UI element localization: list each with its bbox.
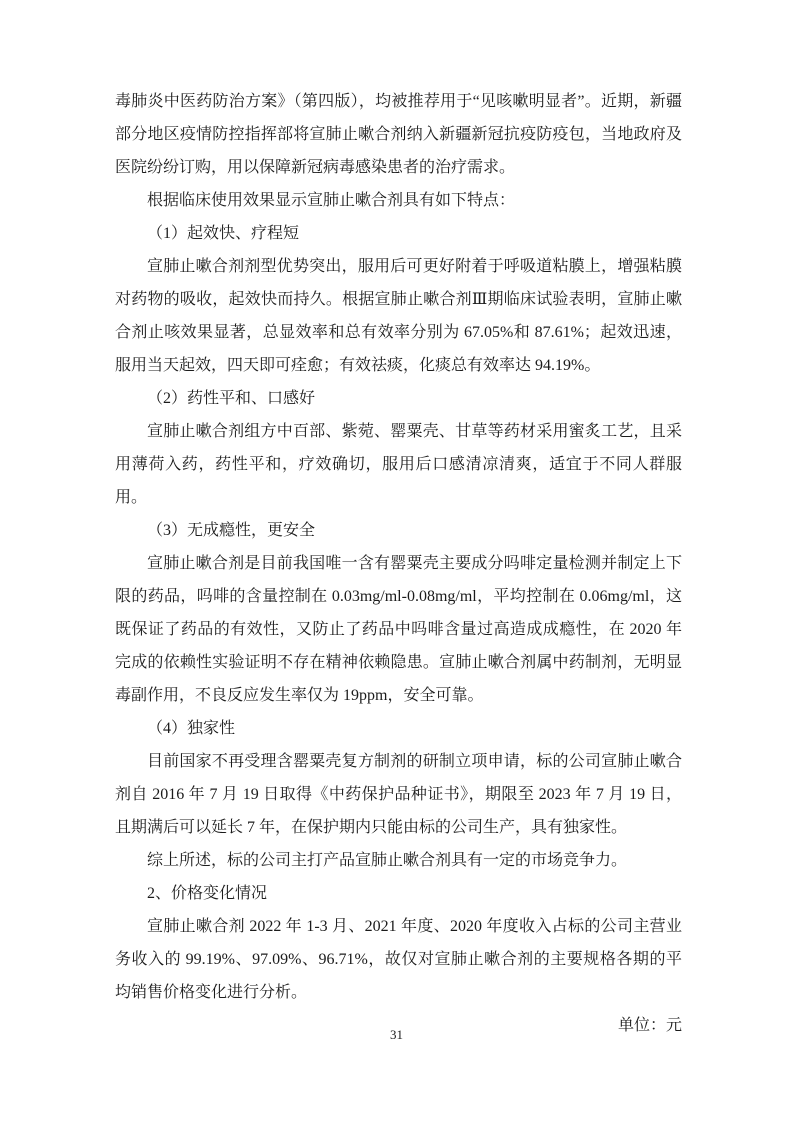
feature-1-body: 宣肺止嗽合剂剂型优势突出，服用后可更好附着于呼吸道粘膜上，增强粘膜对药物的吸收，起效快而持久。根据宣肺止嗽合剂Ⅲ期临床试验表明，宣肺止嗽合剂止咳效果显著，总显效率和总有效率分别为 67.05%和 87.61%；起效迅速，服用当天起效，四天即可痊愈；有效祛痰，化痰总有效率达 94.19%。 (115, 258, 682, 374)
feature-4-body: 目前国家不再受理含罂粟壳复方制剂的研制立项申请，标的公司宣肺止嗽合剂自 2016 年 7 月 19 日取得《中药保护品种证书》，期限至 2023 年 7 月 19 日，且期满后可以延长 7 年，在保护期内只能由标的公司生产，具有独家性。 (115, 753, 682, 836)
unit-note: 单位：元 (617, 1017, 682, 1034)
section-2-body: 宣肺止嗽合剂 2022 年 1-3 月、2021 年度、2020 年度收入占标的公司主营业务收入的 99.19%、97.09%、96.71%，故仅对宣肺止嗽合剂的主要规格各期的平均销售价格变化进行分析。 (115, 918, 682, 1001)
feature-2-body: 宣肺止嗽合剂组方中百部、紫菀、罂粟壳、甘草等药材采用蜜炙工艺，且采用薄荷入药，药性平和，疗效确切，服用后口感清凉清爽，适宜于不同人群服用。 (115, 423, 682, 506)
feature-1-heading: （1）起效快、疗程短 (147, 225, 300, 242)
summary-paragraph: 综上所述，标的公司主打产品宣肺止嗽合剂具有一定的市场竞争力。 (147, 852, 628, 869)
body-paragraph-continued: 毒肺炎中医药防治方案》（第四版），均被推荐用于“见咳嗽明显者”。近期，新疆部分地区疫情防控指挥部将宣肺止嗽合剂纳入新疆新冠抗疫防疫包，当地政府及医院纷纷订购，用以保障新冠病毒感染患者的治疗需求。 (115, 93, 682, 176)
page-body-text (115, 85, 682, 1042)
feature-3-body: 宣肺止嗽合剂是目前我国唯一含有罂粟壳主要成分吗啡定量检测并制定上下限的药品，吗啡的含量控制在 0.03mg/ml-0.08mg/ml，平均控制在 0.06mg/ml，这既保证了药品的有效性，又防止了药品中吗啡含量过高造成成瘾性，在 2020 年完成的依赖性实验证明不存在精神依赖隐患。宣肺止嗽合剂属中药制剂，无明显毒副作用，不良反应发生率仅为 19ppm，安全可靠。 (115, 555, 682, 704)
section-2-heading: 2、价格变化情况 (147, 885, 268, 902)
clinical-features-intro: 根据临床使用效果显示宣肺止嗽合剂具有如下特点： (147, 192, 516, 209)
feature-4-heading: （4）独家性 (147, 720, 236, 737)
feature-3-heading: （3）无成瘾性，更安全 (147, 522, 316, 539)
feature-2-heading: （2）药性平和、口感好 (147, 390, 316, 407)
page-number: 31 (390, 1027, 403, 1042)
